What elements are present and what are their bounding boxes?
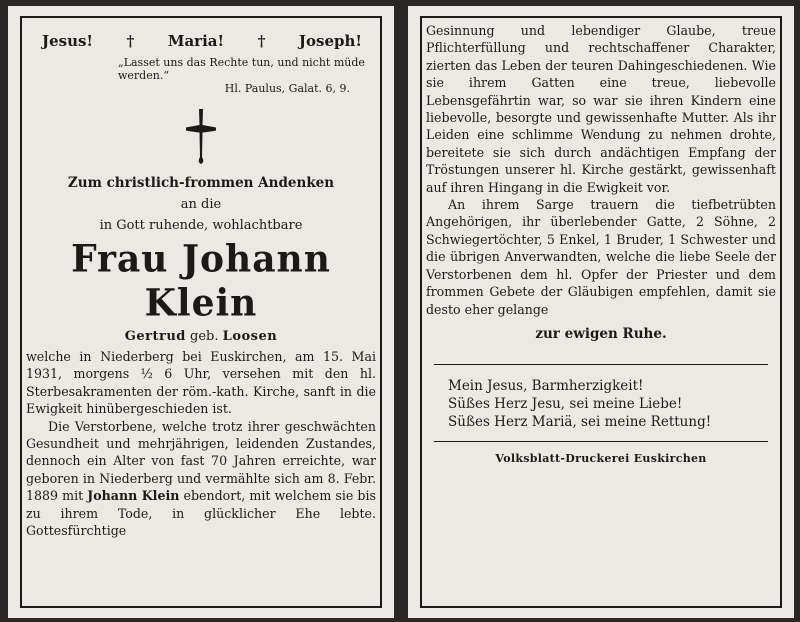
invocation-cross-1: † — [126, 32, 135, 50]
prayer-line-1: Mein Jesus, Barmherzigkeit! — [448, 377, 644, 394]
title-andenken: Zum christlich-frommen Andenken — [67, 175, 335, 191]
divider-bottom — [434, 441, 768, 442]
maiden-name-line — [22, 329, 380, 344]
invocation-cross-2: † — [257, 32, 266, 50]
invocation-joseph: Joseph! — [298, 32, 362, 50]
memorial-card-front — [8, 6, 394, 618]
maiden-last-name: Loosen — [222, 329, 278, 344]
maiden-first-name: Gertrud — [124, 329, 186, 344]
bible-quote: „Lasset uns das Rechte tun, und nicht müde werden.“ — [118, 56, 365, 82]
divider-top — [434, 364, 768, 365]
card-border — [420, 16, 782, 608]
character-paragraph: Gesinnung und lebendiger Glaube, treue Pflichterfüllung und rechtschaffener Charakter, zierten das Leben der teuren Dahingeschiedenen. Wie sie ihrem Gatten eine treue, liebevolle Lebensgefährtin war, so war sie ihren Kindern eine liebevolle, besorgte und gewissenhafte Mutter. Als ihr Leiden eine schlimme Wendung zu nehmen drohte, bereitete sie sich durch andächtigen Empfang der Tröstungen unserer hl. Kirche gestärkt, gewissenhaft auf ihren Hingang in die Ewigkeit vor. — [426, 23, 776, 195]
deceased-name: Frau Johann Klein — [71, 236, 331, 326]
death-paragraph: welche in Niederberg bei Euskirchen, am 15. Mai 1931, morgens ½ 6 Uhr, versehen mit den hl. Sterbesakramenten der röm.-kath. Kirche, sanft in die Ewigkeit hinübergeschieden ist. — [26, 349, 376, 417]
life-text-b: ebendort, mit welchem sie bis zu ihrem Tode, in glücklicher Ehe lebte. Gottesfürchtige — [26, 488, 376, 539]
prayer-line-2: Süßes Herz Jesu, sei meine Liebe! — [448, 395, 683, 412]
memorial-card-back — [408, 6, 794, 618]
invocation-jesus: Jesus! — [42, 32, 94, 50]
invocation-line — [42, 32, 362, 50]
life-paragraph — [26, 418, 376, 540]
quote-source: Hl. Paulus, Galat. 6, 9. — [224, 82, 350, 95]
right-body — [426, 22, 776, 318]
card-border — [20, 16, 382, 608]
printer-credit: Volksblatt-Druckerei Euskirchen — [495, 451, 707, 465]
cross-icon — [22, 107, 380, 165]
prayer-line-3: Süßes Herz Mariä, sei meine Rettung! — [448, 413, 712, 430]
an-die-line: an die — [180, 197, 222, 212]
left-body — [26, 348, 376, 539]
prayer-block — [448, 377, 780, 431]
invocation-maria: Maria! — [167, 32, 225, 50]
eternal-rest-line: zur ewigen Ruhe. — [535, 325, 667, 342]
epithet-line: in Gott ruhende, wohlachtbare — [99, 218, 303, 233]
mourners-paragraph: An ihrem Sarge trauern die tiefbetrübten Angehörigen, ihr überlebender Gatte, 2 Söhne, 2 Schwiegertöchter, 5 Enkel, 1 Bruder, 1 Schwester und die übrigen Anverwandten, welche die liebe Seele der Verstorbenen dem hl. Opfer der Priester und dem frommen Gebete der Gläubigen empfehlen, damit sie desto eher gelange — [426, 197, 776, 317]
maiden-geb: geb. — [190, 329, 219, 344]
life-text-a: Die Verstorbene, welche trotz ihrer geschwächten Gesundheit und mehrjährigen, leidenden Zustandes, dennoch ein Alter von fast 70 Jahren erreichte, war geboren in Niederberg und vermählte sich am 8. Febr. 1889 mit — [26, 418, 376, 504]
husband-name: Johann Klein — [87, 488, 180, 504]
